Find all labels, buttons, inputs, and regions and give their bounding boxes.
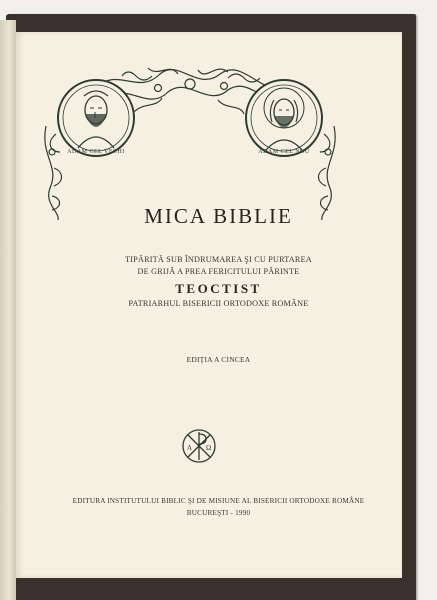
svg-text:A: A [187,444,193,452]
svg-text:Ω: Ω [206,444,212,452]
left-medallion-icon [58,80,134,156]
patriarch-name: TEOCTIST [175,281,262,296]
printing-line-1: TIPĂRITĂ SUB ÎNDRUMAREA ŞI CU PURTAREA [125,255,312,264]
right-medallion-icon [246,80,322,156]
patriarch-title: PATRIARHUL BISERICII ORTODOXE ROMÂNE [128,299,309,308]
ornamental-header [38,56,342,222]
publisher: EDITURA INSTITUTULUI BIBLIC ŞI DE MISIUNE AL BISERICII ORTODOXE ROMÂNE [72,497,365,505]
left-medallion-label: ADAM CEL VECHI [67,149,125,155]
chi-rho-monogram-icon [181,428,217,464]
place-year: BUCUREŞTI - 1990 [186,509,251,517]
edition: EDIŢIA A CINCEA [186,355,251,364]
right-medallion-label: ADAM CEL NOU [258,149,310,155]
book-title: MICA BIBLIE [144,204,293,228]
printing-line-2: DE GRIJĂ A PREA FERICITULUI PĂRINTE [137,267,300,276]
